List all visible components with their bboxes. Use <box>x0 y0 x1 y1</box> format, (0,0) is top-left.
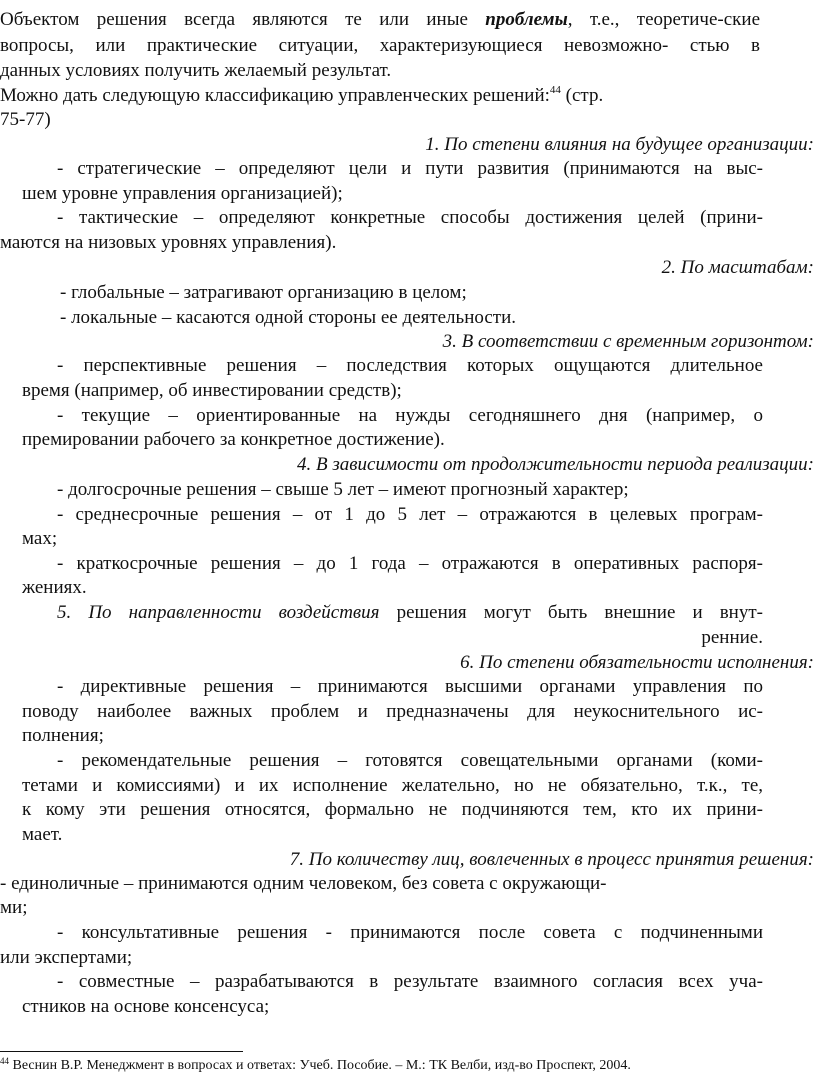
footnote-text: Веснин В.Р. Менеджмент в вопросах и ответах: Учеб. Пособие. – М.: ТК Велби, изд-во Проспект, 2004. <box>9 1058 631 1073</box>
section-1-item-1-line-2: шем уровне управления организацией); <box>22 183 343 204</box>
section-7-item-1-line-1: - единоличные – принимаются одним человеком, без совета с окружающи- <box>0 873 607 894</box>
footnote-reference[interactable]: 44 <box>549 84 561 96</box>
text-run: Объектом решения всегда являются те или иные <box>0 9 468 30</box>
section-5-line-2: ренние. <box>701 627 763 648</box>
bold-term: проблемы <box>485 9 568 30</box>
section-2-heading: 2. По масштабам: <box>661 257 814 278</box>
section-1-heading: 1. По степени влияния на будущее организации: <box>425 134 814 155</box>
section-4-item-2-line-1: - среднесрочные решения – от 1 до 5 лет – отражаются в целевых програм- <box>57 504 763 525</box>
section-7-item-2-line-2: или экспертами; <box>0 947 133 968</box>
section-6-item-2-line-2: тетами и комиссиями) и их исполнение желательно, но не обязательно, т.к., те, <box>22 775 763 796</box>
paragraph-2-line-2: 75-77) <box>0 109 51 130</box>
section-4-item-1: - долгосрочные решения – свыше 5 лет – имеют прогнозный характер; <box>57 479 629 500</box>
section-4-heading: 4. В зависимости от продолжительности периода реализации: <box>297 454 814 475</box>
text-run: , т.е., теоретиче-ские <box>567 9 761 30</box>
section-2-item-1: - глобальные – затрагивают организацию в целом; <box>60 282 467 303</box>
section-7-item-3-line-1: - совместные – разрабатываются в результате взаимного согласия всех уча- <box>57 971 763 992</box>
section-1-item-2-line-1: - тактические – определяют конкретные способы достижения целей (прини- <box>57 207 763 228</box>
paragraph-1-line-3: данных условиях получить желаемый результат. <box>0 60 392 81</box>
text-run: Можно дать следующую классификацию управленческих решений: <box>0 85 550 106</box>
section-7-heading: 7. По количеству лиц, вовлеченных в процесс принятия решения: <box>289 849 814 870</box>
section-2-item-2: - локальные – касаются одной стороны ее деятельности. <box>60 307 516 328</box>
paragraph-2-line-1 <box>0 84 603 108</box>
footnote-number: 44 <box>0 1056 9 1066</box>
text-run: решения могут быть внешние и внут- <box>379 602 763 623</box>
text-run: (стр. <box>560 85 604 106</box>
footnote <box>0 1056 631 1076</box>
section-6-item-1-line-2: поводу наиболее важных проблем и предназначены для неукоснительного ис- <box>22 701 763 722</box>
footnote-separator <box>0 1051 243 1052</box>
section-6-item-1-line-1: - директивные решения – принимаются высшими органами управления по <box>57 676 763 697</box>
section-7-item-2-line-1: - консультативные решения - принимаются после совета с подчиненными <box>57 922 763 943</box>
section-6-item-2-line-3: к кому эти решения относятся, формально не подчиняются тем, кто их прини- <box>22 799 763 820</box>
section-5-line-1 <box>57 601 763 625</box>
section-1-item-1-line-1: - стратегические – определяют цели и пути развития (принимаются на выс- <box>57 158 763 179</box>
section-3-item-1-line-2: время (например, об инвестировании средств); <box>22 380 402 401</box>
section-3-item-1-line-1: - перспективные решения – последствия которых ощущаются длительное <box>57 355 763 376</box>
section-6-item-2-line-1: - рекомендательные решения – готовятся совещательными органами (коми- <box>57 750 763 771</box>
section-4-item-3-line-1: - краткосрочные решения – до 1 года – отражаются в оперативных распоря- <box>57 553 763 574</box>
section-3-item-2-line-1: - текущие – ориентированные на нужды сегодняшнего дня (например, о <box>57 405 763 426</box>
section-1-item-2-line-2: маются на низовых уровнях управления). <box>0 232 337 253</box>
section-6-item-1-line-3: полнения; <box>22 725 104 746</box>
section-4-item-2-line-2: мах; <box>22 528 58 549</box>
section-7-item-3-line-2: стников на основе консенсуса; <box>22 996 270 1017</box>
section-3-item-2-line-2: премировании рабочего за конкретное достижение). <box>22 429 445 450</box>
section-3-heading: 3. В соответствии с временным горизонтом: <box>442 331 814 352</box>
section-6-heading: 6. По степени обязательности исполнения: <box>460 652 814 673</box>
section-5-heading: 5. По направленности воздействия <box>57 602 380 623</box>
paragraph-1-line-1 <box>0 8 760 32</box>
section-4-item-3-line-2: жениях. <box>22 577 87 598</box>
section-7-item-1-line-2: ми; <box>0 897 28 918</box>
paragraph-1-line-2: вопросы, или практические ситуации, характеризующиеся невозможно- стью в <box>0 35 760 56</box>
section-6-item-2-line-4: мает. <box>22 824 63 845</box>
